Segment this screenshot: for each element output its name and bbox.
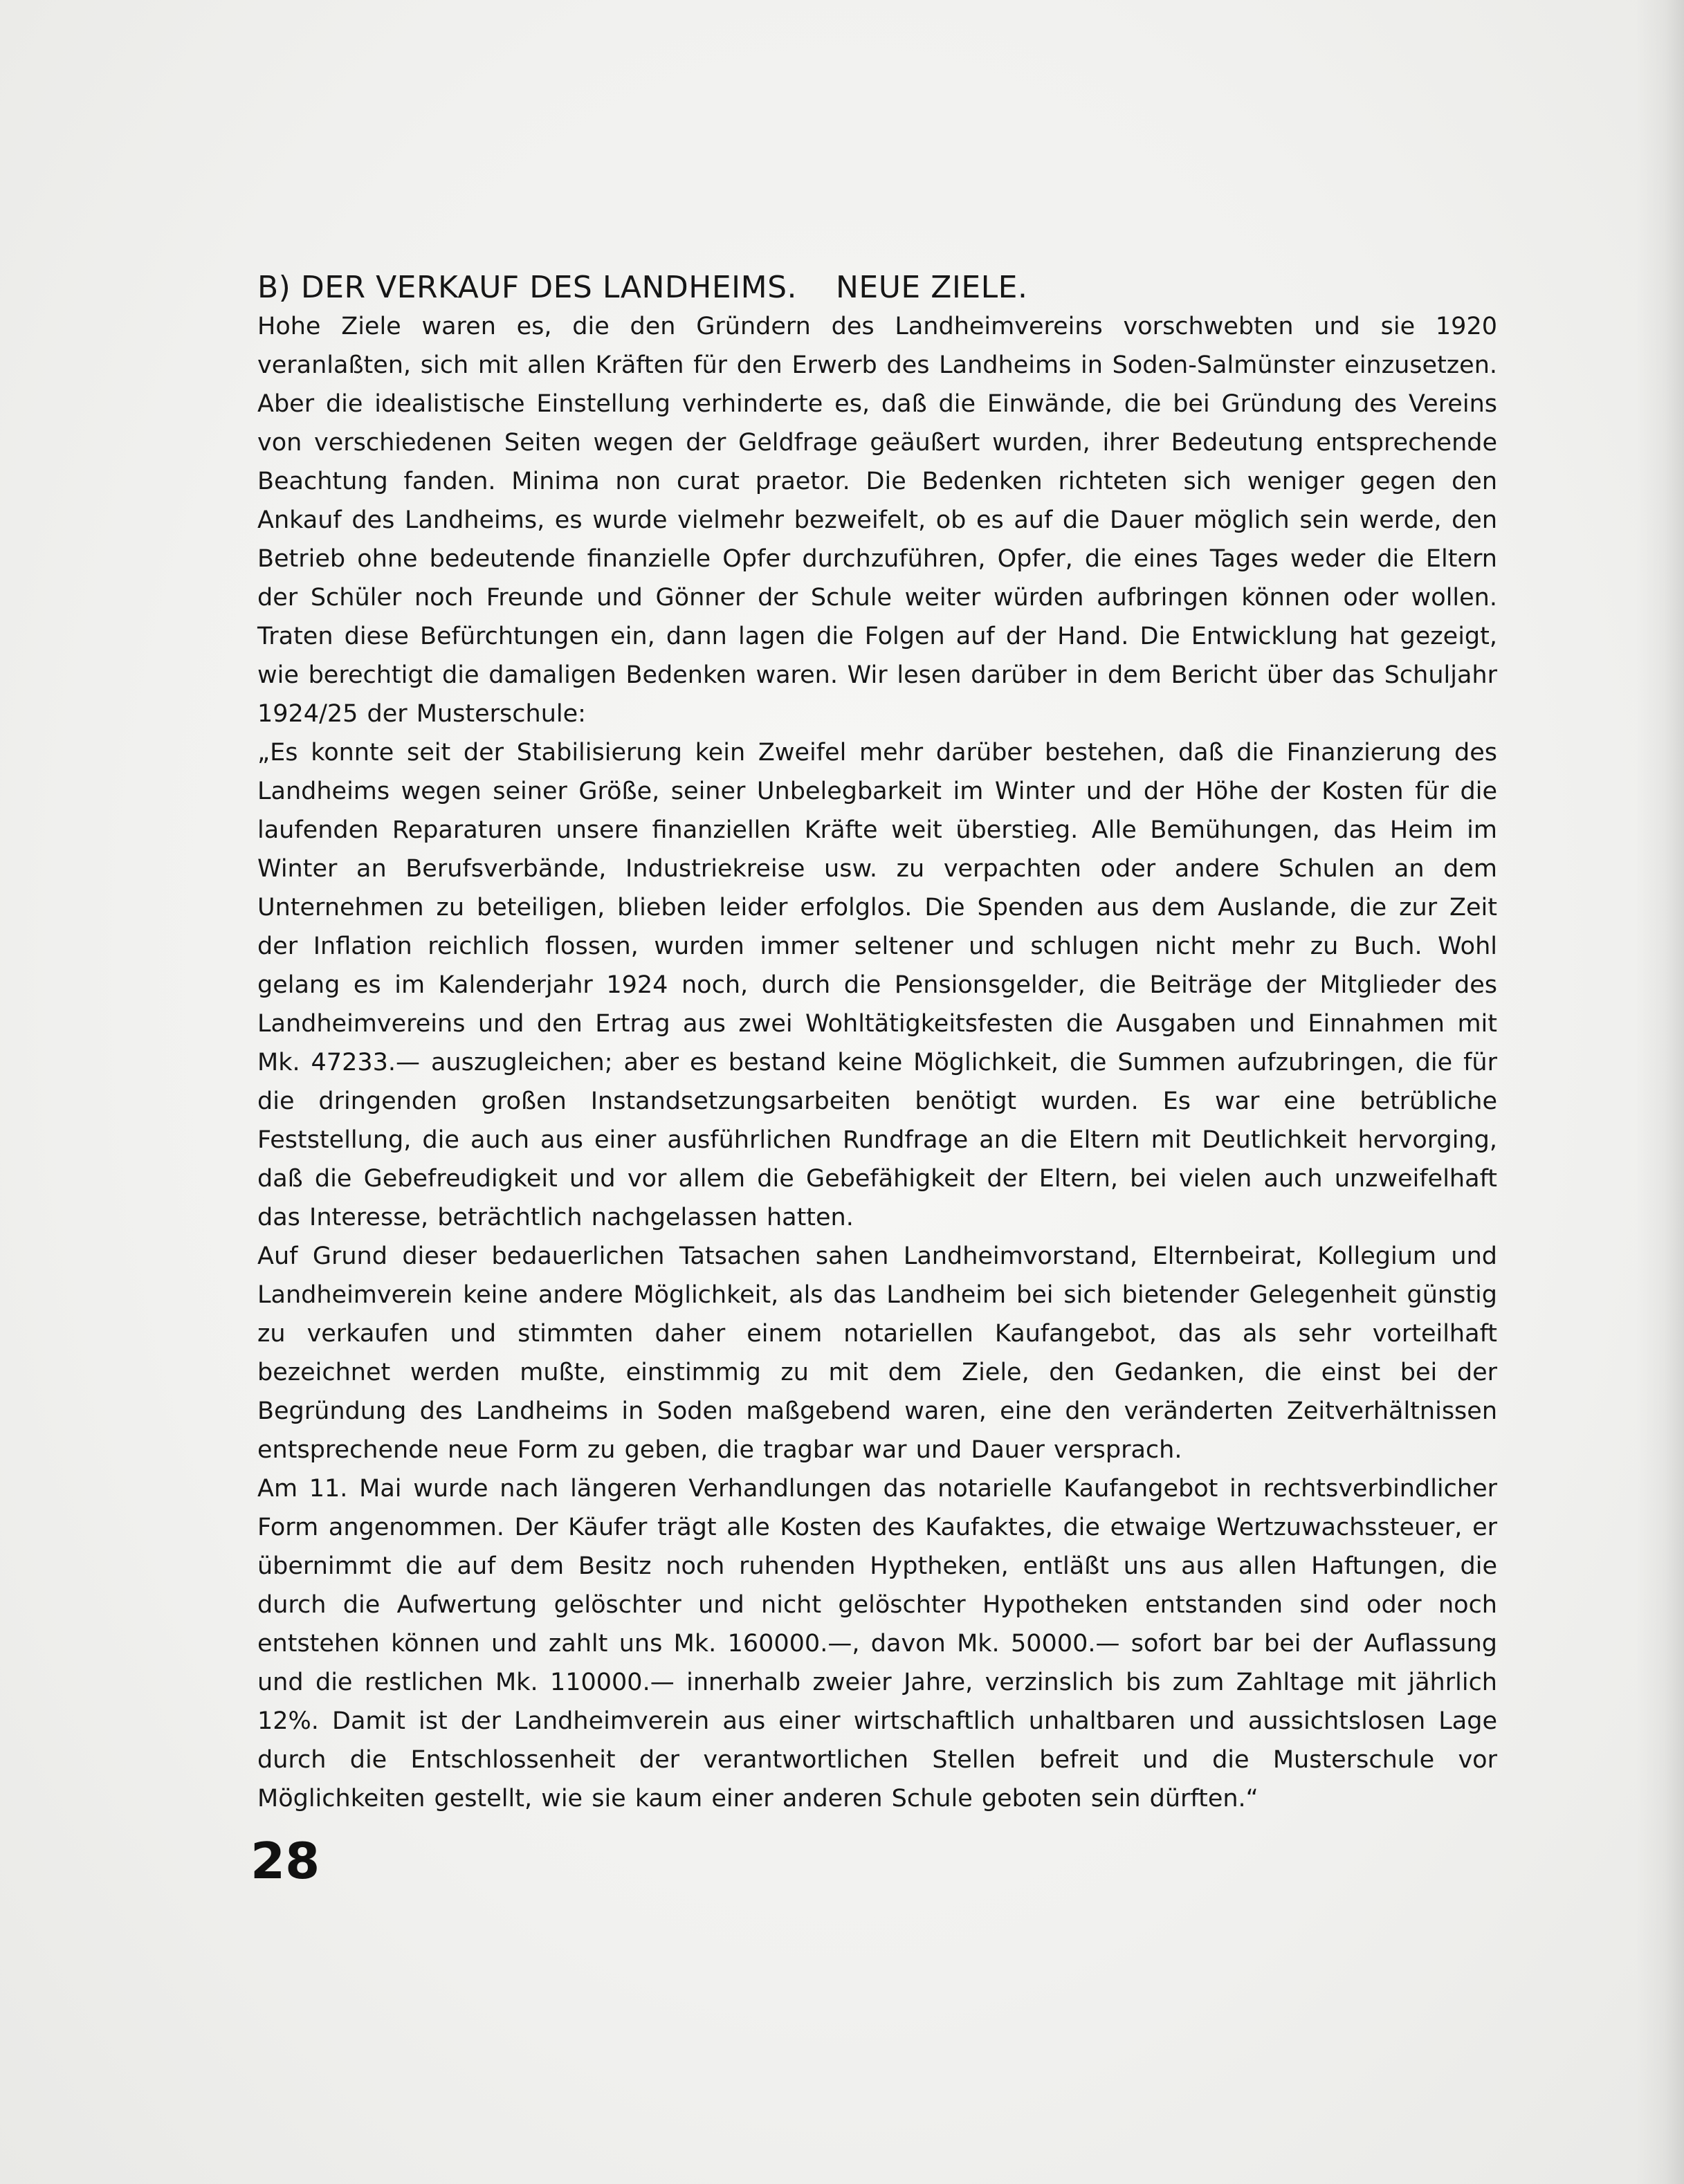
section-heading-title: B) DER VERKAUF DES LANDHEIMS. bbox=[257, 270, 797, 305]
section-heading-subtitle: NEUE ZIELE. bbox=[836, 270, 1028, 305]
page-edge-shadow bbox=[1636, 0, 1684, 2184]
paragraph-decision: Auf Grund dieser bedauerlichen Tatsachen sahen Landheimvorstand, Elternbeirat, Kollegium und Landheimverein keine andere Möglichkeit, als das Landheim bei sich bietender Gelegenheit günstig zu verkaufen und stimmten daher einem notariellen Kaufangebot, das als sehr vorteilhaft bezeichnet werden mußte, einstimmig zu mit dem Ziele, den Gedanken, die einst bei der Begründung des Landheims in Soden maßgebend waren, eine den veränderten Zeitverhältnissen entsprechende neue Form zu geben, die tragbar war und Dauer versprach. bbox=[257, 1242, 1497, 1464]
page-number: 28 bbox=[250, 1832, 320, 1890]
paragraph-sale-terms: Am 11. Mai wurde nach längeren Verhandlungen das notarielle Kaufangebot in rechtsverbindlicher Form angenommen. Der Käufer trägt alle Kosten des Kaufaktes, die etwaige Wertzuwachssteuer, er übernimmt die auf dem Besitz noch ruhenden Hyptheken, entläßt uns aus allen Haftungen, die durch die Aufwertung gelöschter und nicht gelöschter Hypotheken entstanden sind oder noch entstehen können und zahlt uns Mk. 160000.—, davon Mk. 50000.— sofort bar bei der Auflassung und die restlichen Mk. 110000.— innerhalb zweier Jahre, verzinslich bis zum Zahltage mit jährlich 12%. Damit ist der Landheimverein aus einer wirtschaftlich unhaltbaren und aussichtslosen Lage durch die Entschlossenheit der verantwortlichen Stellen befreit und die Musterschule vor Möglichkeiten gestellt, wie sie kaum einer anderen Schule geboten sein dürften.“ bbox=[257, 1475, 1497, 1813]
paragraph-report-quote: „Es konnte seit der Stabilisierung kein Zweifel mehr darüber bestehen, daß die Finanzierung des Landheims wegen seiner Größe, seiner Unbelegbarkeit im Winter und der Höhe der Kosten für die laufenden Reparaturen unsere finanziellen Kräfte weit überstieg. Alle Bemühungen, das Heim im Winter an Berufsverbände, Industriekreise usw. zu verpachten oder andere Schulen an dem Unternehmen zu beteiligen, blieben leider erfolglos. Die Spenden aus dem Auslande, die zur Zeit der Inflation reichlich flossen, wurden immer seltener und schlugen nicht mehr zu Buch. Wohl gelang es im Kalenderjahr 1924 noch, durch die Pensionsgelder, die Beiträge der Mitglieder des Landheimvereins und den Ertrag aus zwei Wohltätigkeitsfesten die Ausgaben und Einnahmen mit Mk. 47233.— auszugleichen; aber es bestand keine Möglichkeit, die Summen aufzubringen, die für die dringenden großen Instandsetzungsarbeiten benötigt wurden. Es war eine betrübliche Feststellung, die auch aus einer ausführlichen Rundfrage an die Eltern mit Deutlichkeit hervorging, daß die Gebefreudigkeit und vor allem die Gebefähigkeit der Eltern, bei vielen auch unzweifelhaft das Interesse, beträchtlich nachgelassen hatten. bbox=[257, 739, 1497, 1231]
body-text-block bbox=[257, 268, 1497, 1818]
paragraph-intro: Hohe Ziele waren es, die den Gründern des Landheimvereins vorschwebten und sie 1920 veranlaßten, sich mit allen Kräften für den Erwerb des Landheims in Soden-Salmünster einzusetzen. Aber die idealistische Einstellung verhinderte es, daß die Einwände, die bei Gründung des Vereins von verschiedenen Seiten wegen der Geldfrage geäußert wurden, ihrer Bedeutung entsprechende Beachtung fanden. Minima non curat praetor. Die Bedenken richteten sich weniger gegen den Ankauf des Landheims, es wurde vielmehr bezweifelt, ob es auf die Dauer möglich sein werde, den Betrieb ohne bedeutende finanzielle Opfer durchzuführen, Opfer, die eines Tages weder die Eltern der Schüler noch Freunde und Gönner der Schule weiter würden aufbringen können oder wollen. Traten diese Befürchtungen ein, dann lagen die Folgen auf der Hand. Die Entwicklung hat gezeigt, wie berechtigt die damaligen Bedenken waren. Wir lesen darüber in dem Bericht über das Schuljahr 1924/25 der Musterschule: bbox=[257, 313, 1497, 728]
section-heading bbox=[257, 268, 1497, 307]
